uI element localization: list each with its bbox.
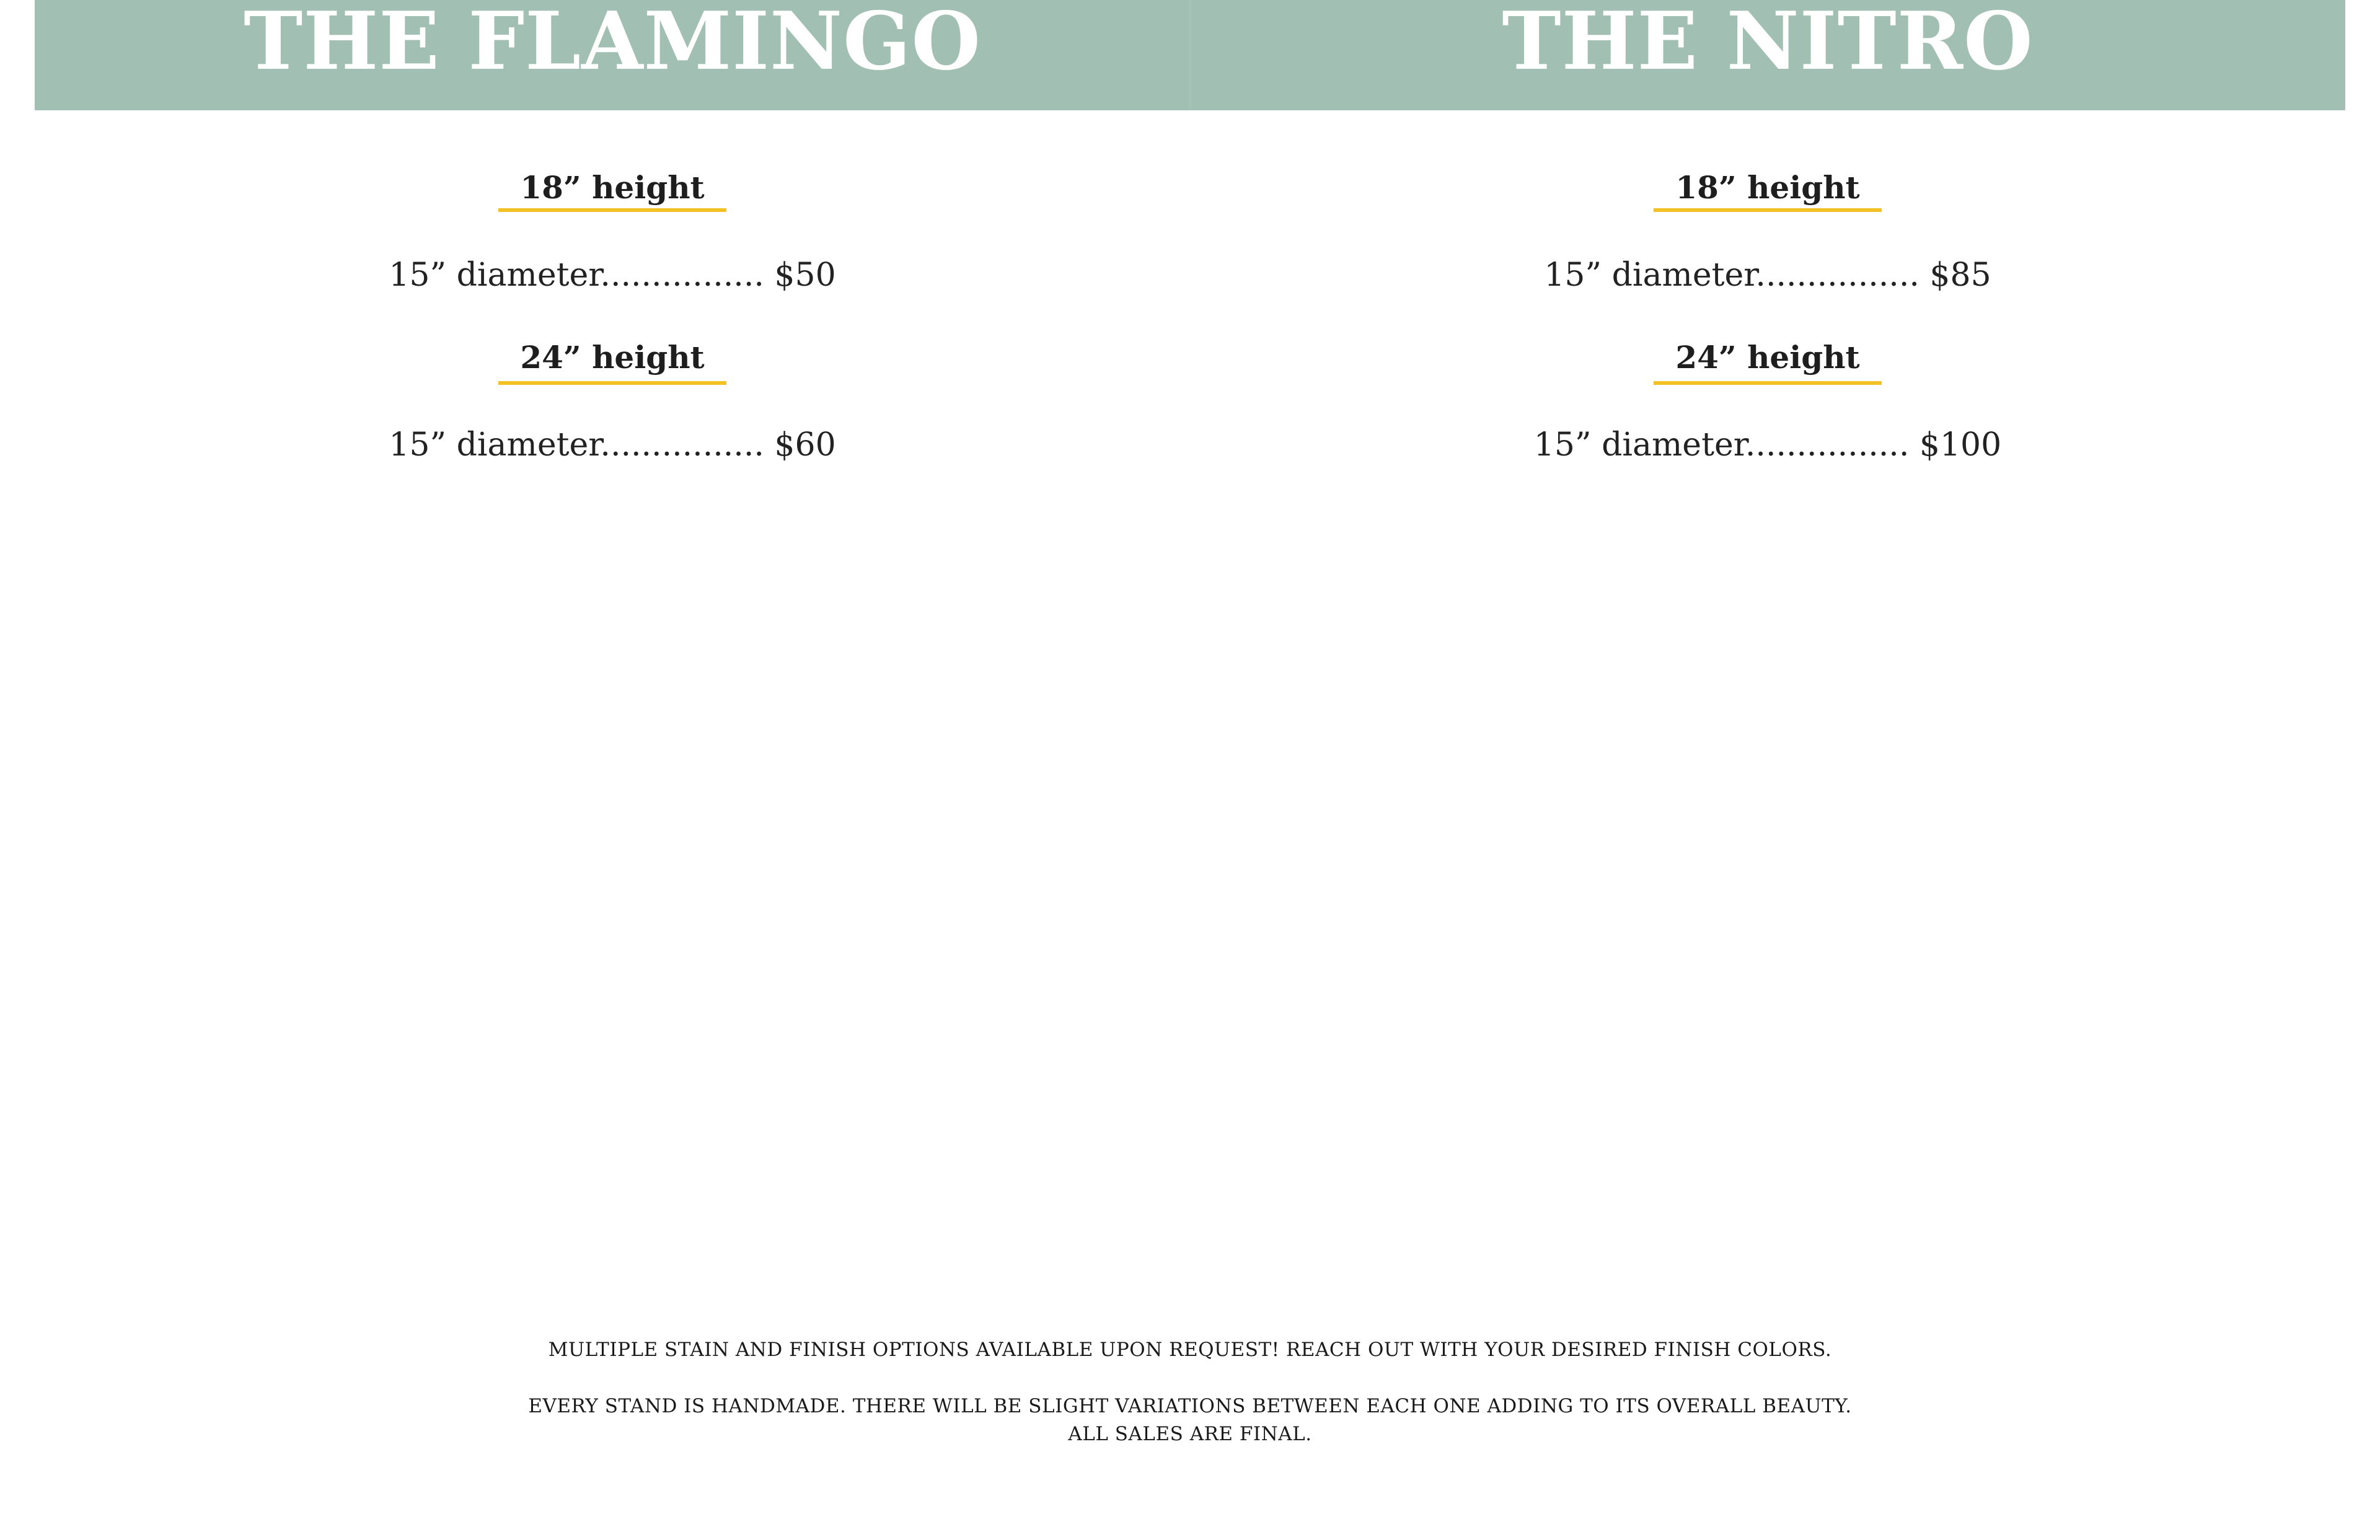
- heading-underline: [498, 208, 726, 212]
- price-line: 15” diameter................ $60: [389, 426, 836, 464]
- size-heading: 18” height: [520, 169, 705, 206]
- footer-note-sales-final: ALL SALES ARE FINAL.: [1068, 1423, 1312, 1445]
- price-line: 15” diameter................ $100: [1533, 426, 2002, 464]
- price-line: 15” diameter................ $85: [1544, 257, 1991, 294]
- footer-note-finish-options: MULTIPLE STAIN AND FINISH OPTIONS AVAILABLE UPON REQUEST! REACH OUT WITH YOUR DESIRED FINISH COLORS.: [548, 1339, 1832, 1361]
- heading-underline: [498, 381, 726, 385]
- footer-note-handmade: EVERY STAND IS HANDMADE. THERE WILL BE SLIGHT VARIATIONS BETWEEN EACH ONE ADDING TO ITS OVERALL BEAUTY.: [528, 1395, 1852, 1417]
- size-heading: 24” height: [520, 339, 705, 376]
- heading-underline: [1654, 208, 1882, 212]
- size-heading: 18” height: [1675, 169, 1860, 206]
- product-title: THE NITRO: [1502, 0, 2034, 88]
- heading-underline: [1654, 381, 1882, 385]
- product-title: THE FLAMINGO: [244, 0, 981, 88]
- price-line: 15” diameter................ $50: [389, 257, 836, 294]
- size-heading: 24” height: [1675, 339, 1860, 376]
